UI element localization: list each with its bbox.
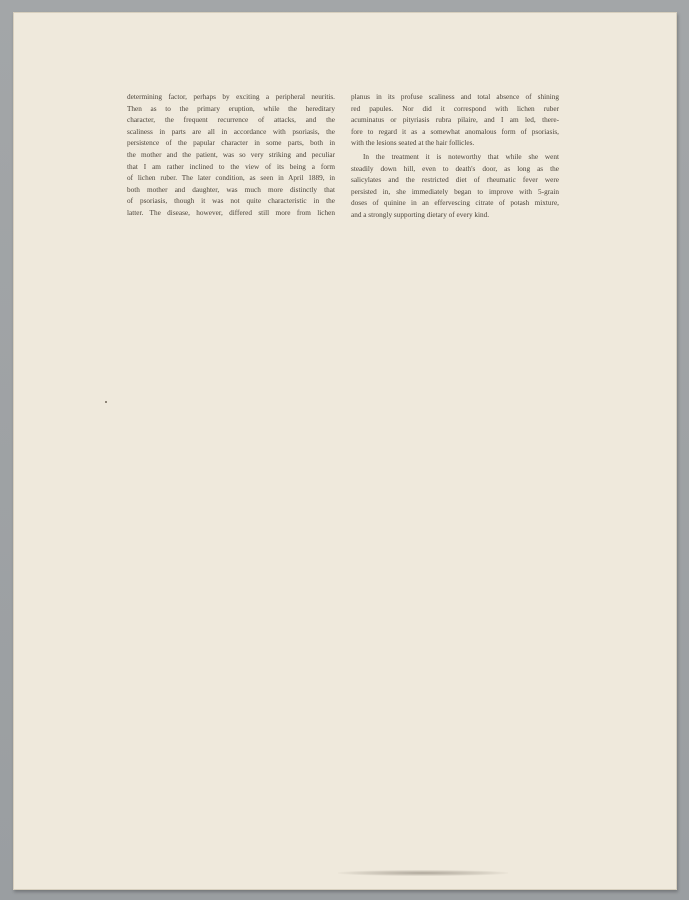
left-paragraph bbox=[127, 92, 335, 220]
text-line: acuminatus or pityriasis rubra pilaire, and I am led, there- bbox=[351, 116, 559, 125]
text-line: persistence of the papular character in some parts, both in bbox=[127, 139, 335, 148]
right-text-column bbox=[351, 92, 559, 222]
right-paragraph-treatment bbox=[351, 152, 559, 222]
text-line: character, the frequent recurrence of attacks, and the bbox=[127, 116, 335, 125]
text-line: red papules. Nor did it correspond with lichen ruber bbox=[351, 104, 559, 113]
right-paragraph-continued bbox=[351, 92, 559, 150]
text-line: fore to regard it as a somewhat anomalous form of psoriasis, bbox=[351, 127, 559, 136]
text-line: salicylates and the restricted diet of rheumatic fever were bbox=[351, 176, 559, 185]
paper-speck bbox=[105, 401, 107, 403]
text-line: planus in its profuse scaliness and total absence of shining bbox=[351, 93, 559, 101]
paper-smudge bbox=[338, 870, 508, 876]
text-line: doses of quinine in an effervescing citrate of potash mixture, bbox=[351, 199, 559, 208]
text-line: Then as to the primary eruption, while the hereditary bbox=[127, 104, 335, 113]
text-line: of lichen ruber. The later condition, as seen in April 1889, in bbox=[127, 174, 335, 183]
text-line: scaliness in parts are all in accordance with psoriasis, the bbox=[127, 127, 335, 136]
text-line: with the lesions seated at the hair follicles. bbox=[351, 139, 475, 148]
text-line: In the treatment it is noteworthy that while she went bbox=[363, 152, 559, 161]
text-line: both mother and daughter, was much more distinctly that bbox=[127, 185, 335, 194]
text-line: determining factor, perhaps by exciting a peripheral neuritis. bbox=[127, 93, 335, 101]
text-line: latter. The disease, however, differed still more from lichen bbox=[127, 208, 335, 217]
text-line: steadily down hill, even to death's door, as long as the bbox=[351, 164, 559, 173]
left-text-column bbox=[127, 92, 335, 220]
text-line: of psoriasis, though it was not quite characteristic in the bbox=[127, 197, 335, 206]
text-line: that I am rather inclined to the view of its being a form bbox=[127, 162, 335, 171]
paper-sheet bbox=[13, 12, 677, 890]
text-line: persisted in, she immediately began to improve with 5-grain bbox=[351, 187, 559, 196]
text-line: the mother and the patient, was so very striking and peculiar bbox=[127, 150, 335, 159]
text-line: and a strongly supporting dietary of every kind. bbox=[351, 210, 490, 219]
